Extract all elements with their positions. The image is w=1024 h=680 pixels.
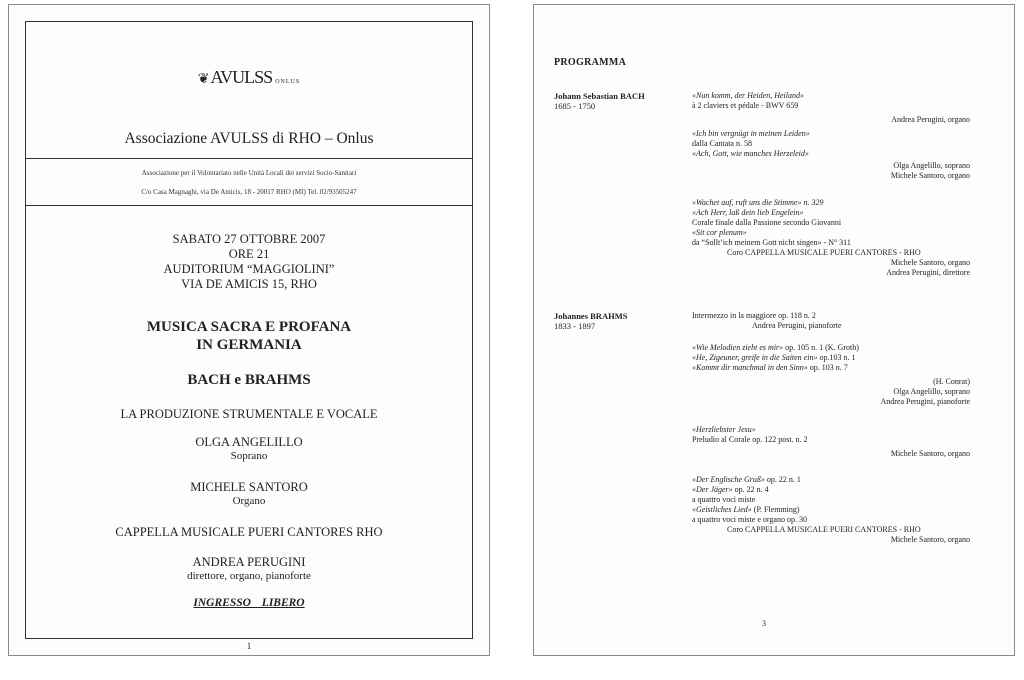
performer-name: ANDREA PERUGINI [192, 555, 306, 569]
event-time: ORE 21 [228, 247, 270, 261]
brahms-work-7-detail: a quattro voci miste [692, 495, 756, 504]
divider-bottom [26, 205, 472, 206]
work-title: «Der Jäger» [692, 485, 733, 494]
page-frame [25, 21, 473, 651]
event-date: SABATO 27 OTTOBRE 2007 [172, 232, 326, 246]
performer-name: OLGA ANGELILLO [195, 435, 303, 449]
work-title: «Der Englische Gruß» [692, 475, 765, 484]
performer-name: MICHELE SANTORO [190, 480, 308, 494]
brahms-choir: Coro CAPPELLA MUSICALE PUERI CANTORES - RHO [727, 525, 921, 534]
bach-performer: Andrea Perugini, direttore [886, 268, 970, 277]
avulss-logo [26, 67, 472, 88]
association-title: Associazione AVULSS di RHO – Onlus [124, 130, 374, 147]
work-title: «Kommt dir manchmal in den Sinn» [692, 363, 808, 372]
brahms-work-4 [692, 363, 848, 373]
association-description: Associazione per il Volontariato nelle Unità Locali dei servizi Socio-Sanitari [141, 169, 357, 177]
brahms-lyricist: (H. Conrat) [933, 377, 970, 386]
bach-work-5-detail: Corale finale dalla Passione secondo Giovanni [692, 218, 842, 227]
bach-performer: Andrea Perugini, organo [891, 115, 970, 124]
logo-text: AVULSS [210, 67, 273, 87]
work-title: «Wie Melodien zieht es mir» [692, 343, 784, 352]
brahms-performer: Andrea Perugini, pianoforte [880, 397, 970, 406]
composer-years: 1833 - 1897 [554, 321, 596, 331]
page-number: 1 [246, 641, 252, 651]
bach-work-6: «Sit cor plenum» [692, 228, 747, 237]
bach-performer: Michele Santoro, organo [890, 258, 970, 267]
page-number: 3 [762, 619, 766, 628]
brahms-work-1: Intermezzo in la maggiore op. 118 n. 2 [692, 311, 816, 320]
bach-work-1: «Nun komm, der Heiden, Heiland» [692, 91, 804, 100]
work-title: «He, Zigeuner, greife in die Saiten ein» [692, 353, 818, 362]
concert-subtitle: BACH e BRAHMS [187, 372, 311, 388]
brahms-work-2 [692, 343, 859, 353]
concert-title [26, 318, 472, 354]
event-venue: AUDITORIUM “MAGGIOLINI” [163, 262, 335, 276]
composer-years: 1685 - 1750 [554, 101, 596, 111]
composer-name: Johannes BRAHMS [554, 311, 628, 321]
work-title: «Geistliches Lied» [692, 505, 752, 514]
brahms-work-5: «Herzliebster Jesu» [692, 425, 756, 434]
event-details [26, 232, 472, 292]
performer-andrea [26, 555, 472, 582]
event-address: VIA DE AMICIS 15, RHO [181, 277, 317, 291]
bach-performer: Olga Angelillo, soprano [893, 161, 970, 170]
concert-title-line2: IN GERMANIA [196, 337, 302, 353]
brahms-performer: Olga Angelillo, soprano [893, 387, 970, 396]
brahms-work-7 [692, 485, 769, 495]
brahms-work-6 [692, 475, 801, 485]
leaf-icon: ❦ [197, 72, 209, 87]
brahms-performer: Michele Santoro, organo [890, 449, 970, 458]
work-detail: op. 22 n. 4 [732, 485, 769, 494]
bach-work-2-detail: dalla Cantata n. 58 [692, 139, 752, 148]
choir-line: CAPPELLA MUSICALE PUERI CANTORES RHO [115, 525, 383, 539]
page-left [8, 4, 490, 656]
bach-choir: Coro CAPPELLA MUSICALE PUERI CANTORES - RHO [727, 248, 921, 257]
brahms-performer: Michele Santoro, organo [890, 535, 970, 544]
work-detail: op.103 n. 1 [817, 353, 856, 362]
work-detail: op. 105 n. 1 (K. Groth) [783, 343, 859, 352]
work-detail: op. 22 n. 1 [764, 475, 801, 484]
page-right [533, 4, 1015, 656]
performer-olga [26, 435, 472, 462]
composer-brahms [554, 311, 627, 331]
composer-bach [554, 91, 645, 111]
bach-work-3: «Ach, Gott, wie manches Herzeleid» [692, 149, 809, 158]
bach-work-1-detail: à 2 claviers et pédale - BWV 659 [692, 101, 799, 110]
logo-suffix: ONLUS [275, 79, 301, 85]
bach-work-2: «Ich bin vergnügt in meinen Leiden» [692, 129, 810, 138]
concert-title-line1: MUSICA SACRA E PROFANA [146, 319, 352, 335]
divider-top [26, 158, 472, 159]
production-line: LA PRODUZIONE STRUMENTALE E VOCALE [120, 407, 378, 421]
performer-michele [26, 480, 472, 507]
performer-role: Organo [232, 495, 266, 507]
brahms-performer: Andrea Perugini, pianoforte [752, 321, 842, 330]
bach-work-4: «Wachet auf, ruft uns die Stimme» n. 329 [692, 198, 824, 207]
programme-heading: PROGRAMMA [554, 57, 627, 68]
brahms-work-3 [692, 353, 855, 363]
work-detail: op. 103 n. 7 [807, 363, 848, 372]
performer-role: direttore, organo, pianoforte [187, 570, 311, 582]
ingresso-libero: INGRESSO LIBERO [193, 597, 305, 609]
performer-role: Soprano [230, 450, 268, 462]
brahms-work-8 [692, 505, 800, 515]
brahms-work-8-detail: a quattro voci miste e organo op. 30 [692, 515, 807, 524]
composer-name: Johann Sebastian BACH [554, 91, 645, 101]
association-address: C/o Casa Magnaghi, via De Amicis, 18 - 20017 RHO (MI) Tel. 02/93505247 [141, 188, 357, 196]
bach-performer: Michele Santoro, organo [890, 171, 970, 180]
bach-work-5: «Ach Herr, laß dein lieb Engelein» [692, 208, 804, 217]
bach-work-6-detail: da “Sollt’ich meinem Gott nicht singen» - N° 311 [692, 238, 851, 247]
work-detail: (P. Flemming) [751, 505, 800, 514]
brahms-work-5-detail: Preludio al Corale op. 122 post. n. 2 [692, 435, 808, 444]
